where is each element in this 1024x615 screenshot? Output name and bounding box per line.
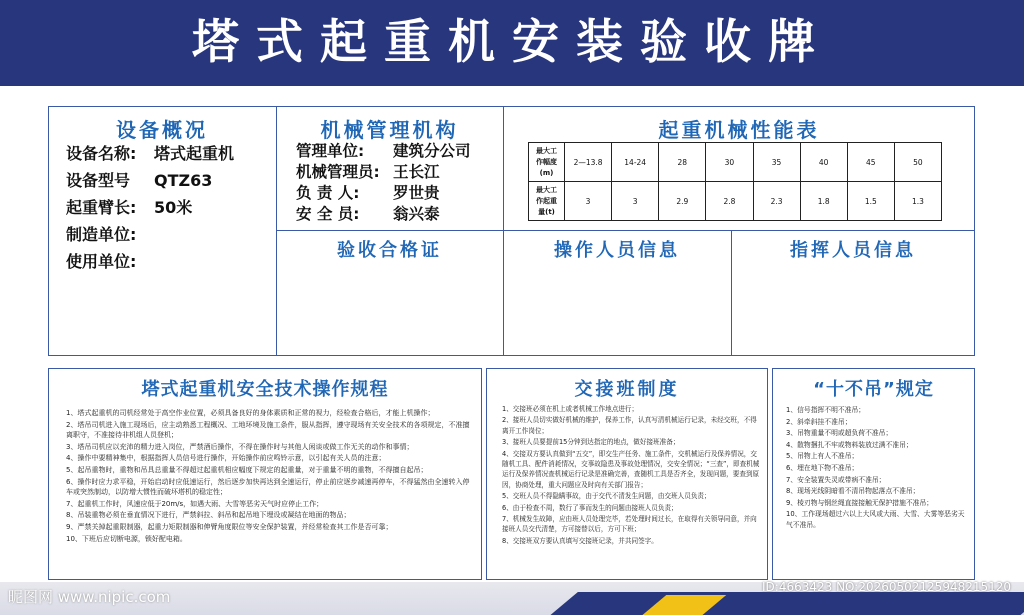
footer-blue-band bbox=[542, 592, 1024, 615]
radius-header: 最大工 作幅度 (m) bbox=[529, 143, 565, 182]
watermark-left: 昵图网 www.nipic.com bbox=[8, 588, 171, 606]
list-item: 9、棱刃物与钢丝绳直接接触无保护措施不准吊； bbox=[786, 498, 934, 507]
list-item: 5、吊物上有人不准吊； bbox=[786, 452, 859, 461]
safety-rules-title: 塔式起重机安全技术操作规程 bbox=[141, 379, 389, 400]
list-item: 8、现场光线阴暗看不清吊物起落点不准吊； bbox=[786, 487, 920, 496]
safety-rules-text bbox=[66, 408, 470, 545]
load-header: 最大工 作起重 量(t) bbox=[529, 182, 565, 221]
table-cell: 2—13.8 bbox=[565, 143, 612, 182]
table-cell: 35 bbox=[753, 143, 800, 182]
management-title: 机械管理机构 bbox=[320, 118, 459, 142]
list-item: 6、埋在地下物不准吊； bbox=[786, 463, 859, 472]
table-cell: 40 bbox=[800, 143, 847, 182]
divider bbox=[276, 106, 277, 356]
boom-length-row: 起重臂长: 50米 bbox=[66, 198, 193, 217]
list-item: 8、交接班双方要认真填写交接班记录，并共同签字。 bbox=[502, 536, 658, 545]
equipment-list bbox=[66, 140, 266, 275]
mgmt-admin-row: 机械管理员: 王长江 bbox=[296, 163, 440, 181]
list-item: 6、操作时应力求平稳，开始启动时应低速运行，然后逐步加快再达到全速运行，停止前应逐步减速再停车，不得猛然由全速转入停车或突然制动，以防增大惯性而破坏塔机的稳定性； bbox=[66, 477, 470, 497]
table-cell: 45 bbox=[847, 143, 894, 182]
list-item: 3、塔吊司机应以充沛的精力进入岗位，严禁酒后操作，不得在操作时与其他人闲谈或做工作无关的动作和事情； bbox=[66, 442, 414, 451]
equipment-model-row: 设备型号 QTZ63 bbox=[66, 171, 213, 190]
mgmt-leader-row: 负 责 人: 罗世贵 bbox=[296, 184, 440, 202]
table-row bbox=[529, 143, 942, 182]
page-title: 塔式起重机安装验收牌 bbox=[192, 15, 832, 70]
table-cell: 50 bbox=[894, 143, 941, 182]
list-item: 8、吊装重物必须在垂直情况下进行，严禁斜拉、斜吊和起吊地下埋设或凝结在地面的物品； bbox=[66, 511, 351, 520]
list-item: 9、严禁关掉起重限制器，起重力矩限制器和伸臂角度限位等安全保护装置，并经常检查其工作是否可靠； bbox=[66, 522, 393, 531]
equipment-name-row: 设备名称: 塔式起重机 bbox=[66, 144, 235, 163]
list-item: 3、接班人员要提前15分钟到达指定的地点，做好接班准备； bbox=[502, 438, 680, 447]
watermark-right: ID:4663423 NO:20260502125948215120 bbox=[762, 580, 1012, 594]
shift-rules-title: 交接班制度 bbox=[574, 379, 680, 400]
table-cell: 14-24 bbox=[612, 143, 659, 182]
list-item: 10、工作现场超过六以上大风或大雨、大雪、大雾等恶劣天气不准吊。 bbox=[786, 510, 965, 529]
performance-table bbox=[528, 142, 942, 221]
table-cell: 2.8 bbox=[706, 182, 753, 221]
list-item: 1、信号指挥不明不准吊； bbox=[786, 406, 866, 414]
table-cell: 28 bbox=[659, 143, 706, 182]
list-item: 6、由于检查不周，数行了事而发生的问题由接班人员负责； bbox=[502, 503, 678, 512]
list-item: 4、散物捆扎不牢或物料装放过满不准吊； bbox=[786, 440, 913, 449]
header-divider bbox=[0, 86, 1024, 92]
list-item: 3、吊物重量不明或超负荷不准吊； bbox=[786, 429, 893, 438]
list-item: 4、操作中要精神集中，根据指挥人员信号进行操作，开始操作前应鸣铃示意，以引起有关人员的注意； bbox=[66, 454, 386, 463]
performance-title: 起重机械性能表 bbox=[658, 118, 820, 142]
list-item: 7、起重机工作时，风速应低于20m/s，如遇大雨、大雪等恶劣天气时应停止工作； bbox=[66, 499, 324, 508]
list-item: 1、交接班必须在机上或者机械工作地点进行； bbox=[502, 405, 639, 413]
commanders-title: 指挥人员信息 bbox=[790, 240, 916, 261]
list-item: 7、机械发生故障，应由班人员处理完毕，若处理时间过长，在取得有关领导同意，并向接班人员交代清楚，方可接替以后，方可下班； bbox=[502, 515, 757, 534]
shift-rules-text bbox=[502, 404, 762, 547]
table-row bbox=[529, 182, 942, 221]
manufacturer-row: 制造单位: bbox=[66, 225, 137, 244]
table-cell: 1.3 bbox=[894, 182, 941, 221]
table-cell: 2.9 bbox=[659, 182, 706, 221]
list-item: 5、交班人员不得隐瞒事故，由于交代不清发生问题，由交班人员负责； bbox=[502, 492, 711, 501]
list-item: 2、接班人员切实做好机械的维护，保养工作，认真写清机械运行记录，未经交班，不得离开工作岗位； bbox=[502, 416, 757, 435]
acceptance-title: 验收合格证 bbox=[337, 240, 442, 261]
table-cell: 1.8 bbox=[800, 182, 847, 221]
table-cell: 2.3 bbox=[753, 182, 800, 221]
list-item: 5、起吊重物时，重物和吊具总重量不得超过起重机相应幅度下规定的起重量，对于重量不明的重物，不得擅自起吊； bbox=[66, 465, 428, 474]
management-list bbox=[296, 141, 506, 225]
list-item: 2、塔吊司机进入施工现场后，应主动熟悉工程概况、工地环境及施工条件，服从指挥，遵守现场有关安全技术的各项规定，不准擅离职守，不准接待非机组人员登机； bbox=[66, 420, 470, 440]
equipment-title: 设备概况 bbox=[116, 118, 208, 142]
table-cell: 1.5 bbox=[847, 182, 894, 221]
table-cell: 30 bbox=[706, 143, 753, 182]
ten-no-text bbox=[786, 405, 966, 532]
mgmt-unit-row: 管理单位: 建筑分公司 bbox=[296, 142, 471, 160]
list-item: 10、下班后应切断电源，锁好配电箱。 bbox=[66, 534, 187, 543]
user-unit-row: 使用单位: bbox=[66, 252, 137, 271]
operators-title: 操作人员信息 bbox=[554, 240, 680, 261]
table-cell: 3 bbox=[612, 182, 659, 221]
ten-no-title: “十不吊”规定 bbox=[813, 379, 934, 400]
list-item: 7、安全装置失灵或带病不准吊； bbox=[786, 475, 886, 484]
list-item: 2、斜牵斜挂不准吊； bbox=[786, 417, 852, 426]
mgmt-safety-row: 安 全 员: 翁兴泰 bbox=[296, 205, 440, 223]
list-item: 4、交接双方要认真做到“五交”，即交生产任务、施工条件，交机械运行及保养情况，交随机工具、配件消耗情况，交事故隐患及事故处理情况，交安全情况；“三查”，即查机械运行及保养情况查机械运行记录是准确完善，查随机工具是否齐全，发现问题，要查到原因，协商处理，重大问题应及时向有关部门报告； bbox=[502, 449, 760, 489]
divider bbox=[276, 230, 975, 231]
list-item: 1、塔式起重机的司机经常处于高空作业位置，必须具备良好的身体素质和正常的视力，经检查合格后，才能上机操作； bbox=[66, 409, 435, 417]
table-cell: 3 bbox=[565, 182, 612, 221]
